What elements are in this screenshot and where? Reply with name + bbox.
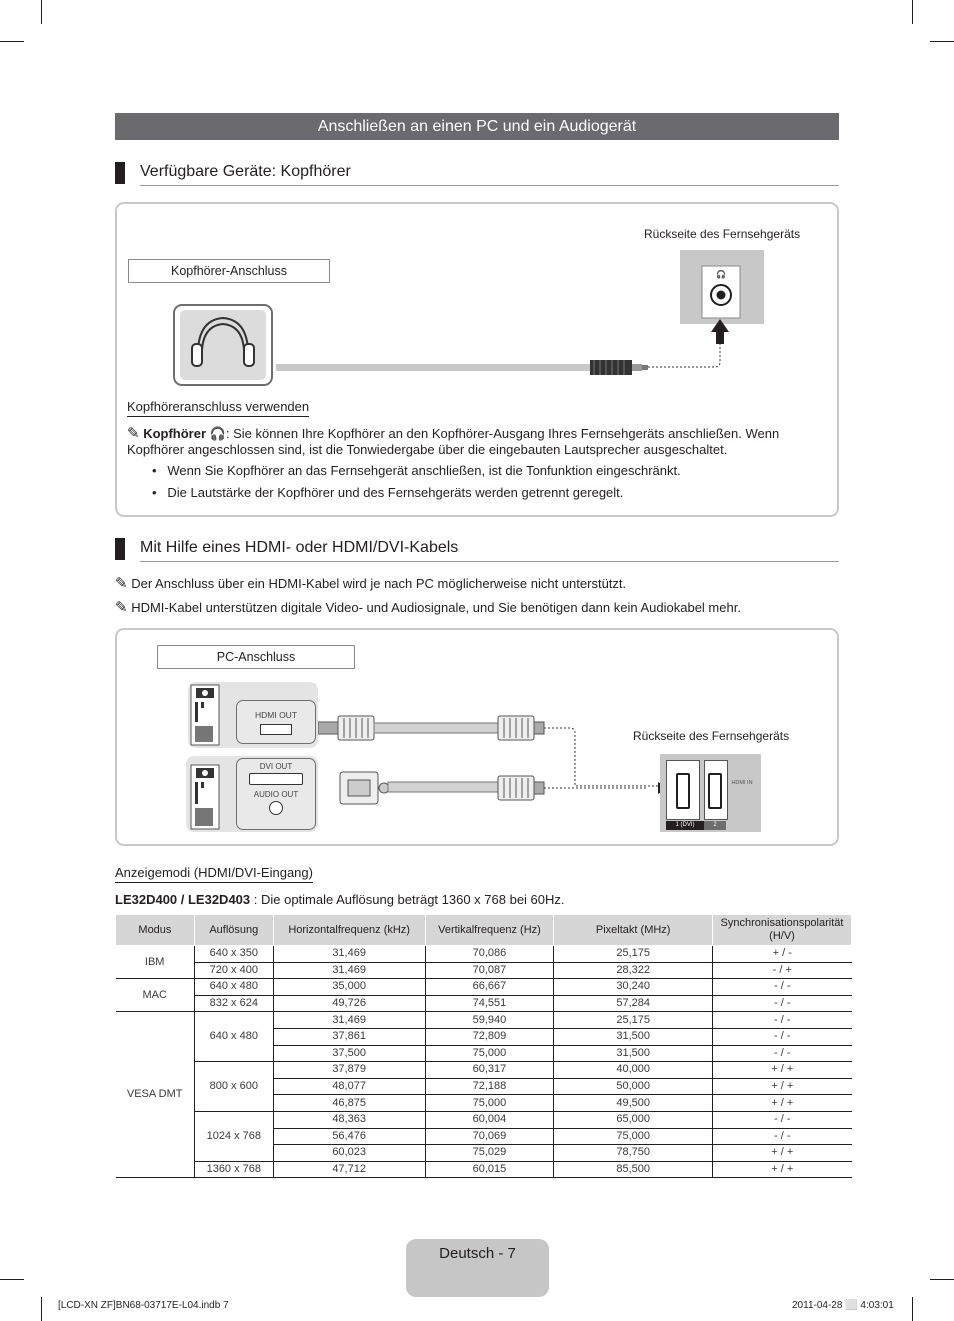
table-row (116, 946, 852, 963)
headphone-note (127, 426, 795, 458)
polarity-cell: - / - (713, 995, 852, 1012)
pixelclock-cell: 40,000 (554, 1062, 713, 1079)
pc-port-label: PC-Anschluss (157, 645, 355, 669)
display-modes-title: Anzeigemodi (HDMI/DVI-Eingang) (115, 865, 313, 883)
tv-hdmi-port-2 (704, 760, 728, 820)
headphone-usage-title: Kopfhöreranschluss verwenden (127, 399, 309, 417)
resolution-cell: 800 x 600 (194, 1062, 273, 1112)
vfreq-cell: 66,667 (425, 979, 554, 996)
hfreq-cell: 35,000 (273, 979, 425, 996)
headphone-bullet: • Die Lautstärke der Kopfhörer und des Fernsehgeräts werden getrennt geregelt. (152, 485, 624, 500)
polarity-cell: - / - (713, 979, 852, 996)
vfreq-cell: 74,551 (425, 995, 554, 1012)
table-row (116, 1161, 852, 1178)
hdmi-out-port (236, 700, 316, 744)
display-modes-table (115, 914, 852, 1178)
table-row (116, 1111, 852, 1128)
bullet-text: Die Lautstärke der Kopfhörer und des Fernsehgeräts werden getrennt geregelt. (167, 485, 624, 500)
hfreq-cell: 37,500 (273, 1045, 425, 1062)
polarity-cell: - / + (713, 962, 852, 979)
dvi-audio-out-port (236, 758, 316, 830)
hfreq-cell: 37,861 (273, 1028, 425, 1045)
pc-back-panel-icon (190, 764, 220, 830)
hdmi-socket-icon (260, 724, 292, 735)
crop-mark (930, 1279, 954, 1280)
crop-mark (930, 41, 954, 42)
table-header-row (116, 915, 852, 946)
polarity-cell: + / + (713, 1095, 852, 1112)
vfreq-cell: 70,069 (425, 1128, 554, 1145)
hdmi-socket-icon (708, 773, 722, 809)
resolution-cell: 640 x 480 (194, 1012, 273, 1062)
headphone-connection-diagram (170, 248, 790, 393)
note-keyword: Kopfhörer (143, 426, 207, 441)
vfreq-cell: 60,015 (425, 1161, 554, 1178)
vfreq-cell: 75,000 (425, 1045, 554, 1062)
dvi-out-label: DVI OUT (259, 762, 293, 771)
page-number: Deutsch - 7 (439, 1245, 516, 1262)
page-number-tab (406, 1239, 549, 1297)
column-header: Modus (116, 915, 195, 946)
hfreq-cell: 47,712 (273, 1161, 425, 1178)
hdmi-note (115, 576, 626, 592)
pixelclock-cell: 78,750 (554, 1145, 713, 1162)
polarity-cell: - / - (713, 1111, 852, 1128)
section-heading-headphones (115, 162, 839, 184)
hdmi-note (115, 600, 741, 616)
section-title: Mit Hilfe eines HDMI- oder HDMI/DVI-Kabels (140, 539, 459, 556)
column-header: Horizontalfrequenz (kHz) (273, 915, 425, 946)
vfreq-cell: 75,029 (425, 1145, 554, 1162)
pixelclock-cell: 30,240 (554, 979, 713, 996)
page-header-bar: Anschließen an einen PC und ein Audiogerät (115, 113, 839, 140)
crop-mark (912, 0, 913, 24)
pixelclock-cell: 50,000 (554, 1078, 713, 1095)
pixelclock-cell: 31,500 (554, 1045, 713, 1062)
headphone-cable (276, 364, 592, 371)
vfreq-cell: 75,000 (425, 1095, 554, 1112)
vfreq-cell: 72,809 (425, 1028, 554, 1045)
tv-hdmi-port-1 (666, 760, 700, 820)
polarity-cell: + / + (713, 1161, 852, 1178)
table-row (116, 962, 852, 979)
pixelclock-cell: 75,000 (554, 1128, 713, 1145)
crop-mark (912, 1297, 913, 1321)
note-text: HDMI-Kabel unterstützen digitale Video- und Audiosignale, und Sie benötigen dann kein Audiokabel mehr. (131, 600, 741, 615)
resolution-cell: 720 x 400 (194, 962, 273, 979)
mode-cell: VESA DMT (116, 1012, 195, 1178)
table-row (116, 979, 852, 996)
hfreq-cell: 31,469 (273, 962, 425, 979)
column-header: Synchronisationspolarität (H/V) (713, 915, 852, 946)
note-text: Der Anschluss über ein HDMI-Kabel wird je nach PC möglicherweise nicht unterstützt. (131, 576, 627, 591)
dvi-cable (340, 772, 544, 804)
resolution-cell: 640 x 480 (194, 979, 273, 996)
section-rule (140, 561, 839, 562)
tv-port-1-label: 1 (DVI) (666, 821, 704, 830)
hdmi-out-label: HDMI OUT (254, 710, 298, 720)
section-title: Verfügbare Geräte: Kopfhörer (140, 163, 351, 180)
headphone-symbol-icon: 🎧 (716, 270, 726, 279)
tv-hdmi-in-label: HDMI IN (731, 780, 753, 786)
resolution-cell: 1024 x 768 (194, 1111, 273, 1161)
mode-cell: IBM (116, 946, 195, 979)
column-header: Auflösung (194, 915, 273, 946)
pixelclock-cell: 57,284 (554, 995, 713, 1012)
crop-mark (41, 1297, 42, 1321)
pixelclock-cell: 25,175 (554, 946, 713, 963)
hfreq-cell: 49,726 (273, 995, 425, 1012)
dvi-socket-icon (249, 773, 303, 785)
bullet-text: Wenn Sie Kopfhörer an das Fernsehgerät anschließen, ist die Tonfunktion eingeschränkt. (167, 463, 681, 478)
tv-hdmi-panel (660, 754, 761, 832)
pixelclock-cell: 49,500 (554, 1095, 713, 1112)
hfreq-cell: 48,363 (273, 1111, 425, 1128)
vfreq-cell: 59,940 (425, 1012, 554, 1029)
note-text: : Sie können Ihre Kopfhörer an den Kopfhörer-Ausgang Ihres Fernsehgeräts anschließen. Wenn Kopfhörer angeschlossen sind, ist die Tonwiedergabe über die eingebauten Lautsprecher ausgeschaltet. (127, 426, 780, 457)
crop-mark (0, 1279, 24, 1280)
vfreq-cell: 70,087 (425, 962, 554, 979)
tv-back-label: Rückseite des Fernsehgeräts (633, 729, 790, 743)
vfreq-cell: 60,004 (425, 1111, 554, 1128)
polarity-cell: + / + (713, 1145, 852, 1162)
polarity-cell: + / + (713, 1078, 852, 1095)
connection-dashed-line (648, 341, 720, 367)
hfreq-cell: 46,875 (273, 1095, 425, 1112)
vfreq-cell: 72,188 (425, 1078, 554, 1095)
print-slug-left: [LCD-XN ZF]BN68-03717E-L04.indb 7 (58, 1300, 229, 1311)
connection-dashed-line (544, 728, 658, 786)
optimal-resolution-note (115, 892, 565, 908)
hdmi-cable (318, 716, 544, 740)
headphone-bullet: • Wenn Sie Kopfhörer an das Fernsehgerät anschließen, ist die Tonfunktion eingeschränkt. (152, 463, 681, 478)
polarity-cell: - / - (713, 1028, 852, 1045)
headphones-inline-icon: 🎧 (209, 426, 226, 441)
tv-back-label: Rückseite des Fernsehgeräts (644, 227, 801, 241)
table-row (116, 1062, 852, 1079)
hfreq-cell: 37,879 (273, 1062, 425, 1079)
pencil-note-icon: ✎ (115, 575, 128, 592)
polarity-cell: - / - (713, 1012, 852, 1029)
pixelclock-cell: 28,322 (554, 962, 713, 979)
crop-mark (41, 0, 42, 24)
polarity-cell: - / - (713, 1045, 852, 1062)
pencil-note-icon: ✎ (115, 599, 128, 616)
section-marker (115, 162, 125, 184)
audio-out-label: AUDIO OUT (253, 790, 299, 799)
polarity-cell: + / - (713, 946, 852, 963)
pixelclock-cell: 25,175 (554, 1012, 713, 1029)
table-row (116, 1012, 852, 1029)
audio-jack-icon (269, 801, 283, 815)
pencil-note-icon: ✎ (127, 425, 140, 442)
resolution-cell: 1360 x 768 (194, 1161, 273, 1178)
hdmi-socket-icon (676, 773, 690, 809)
vfreq-cell: 70,086 (425, 946, 554, 963)
vfreq-cell: 60,317 (425, 1062, 554, 1079)
table-row (116, 995, 852, 1012)
pixelclock-cell: 65,000 (554, 1111, 713, 1128)
headphone-port-label: Kopfhörer-Anschluss (128, 259, 330, 283)
resolution-cell: 832 x 624 (194, 995, 273, 1012)
pixelclock-cell: 85,500 (554, 1161, 713, 1178)
jack-plug-icon (590, 360, 648, 375)
tv-port-2-label: 2 (704, 821, 726, 830)
pc-back-panel-icon (190, 684, 220, 746)
crop-mark (0, 41, 24, 42)
section-marker (115, 538, 125, 560)
hfreq-cell: 56,476 (273, 1128, 425, 1145)
mode-cell: MAC (116, 979, 195, 1012)
resolution-cell: 640 x 350 (194, 946, 273, 963)
print-slug-right: 2011-04-28 ⬜ 4:03:01 (792, 1300, 894, 1311)
section-heading-hdmi (115, 538, 839, 560)
column-header: Vertikalfrequenz (Hz) (425, 915, 554, 946)
pixelclock-cell: 31,500 (554, 1028, 713, 1045)
polarity-cell: - / - (713, 1128, 852, 1145)
model-names: LE32D400 / LE32D403 (115, 892, 251, 907)
column-header: Pixeltakt (MHz) (554, 915, 713, 946)
optimal-resolution-text: : Die optimale Auflösung beträgt 1360 x 768 bei 60Hz. (250, 892, 565, 907)
section-rule (140, 185, 839, 186)
polarity-cell: + / + (713, 1062, 852, 1079)
hfreq-cell: 31,469 (273, 1012, 425, 1029)
hfreq-cell: 31,469 (273, 946, 425, 963)
hfreq-cell: 48,077 (273, 1078, 425, 1095)
hfreq-cell: 60,023 (273, 1145, 425, 1162)
